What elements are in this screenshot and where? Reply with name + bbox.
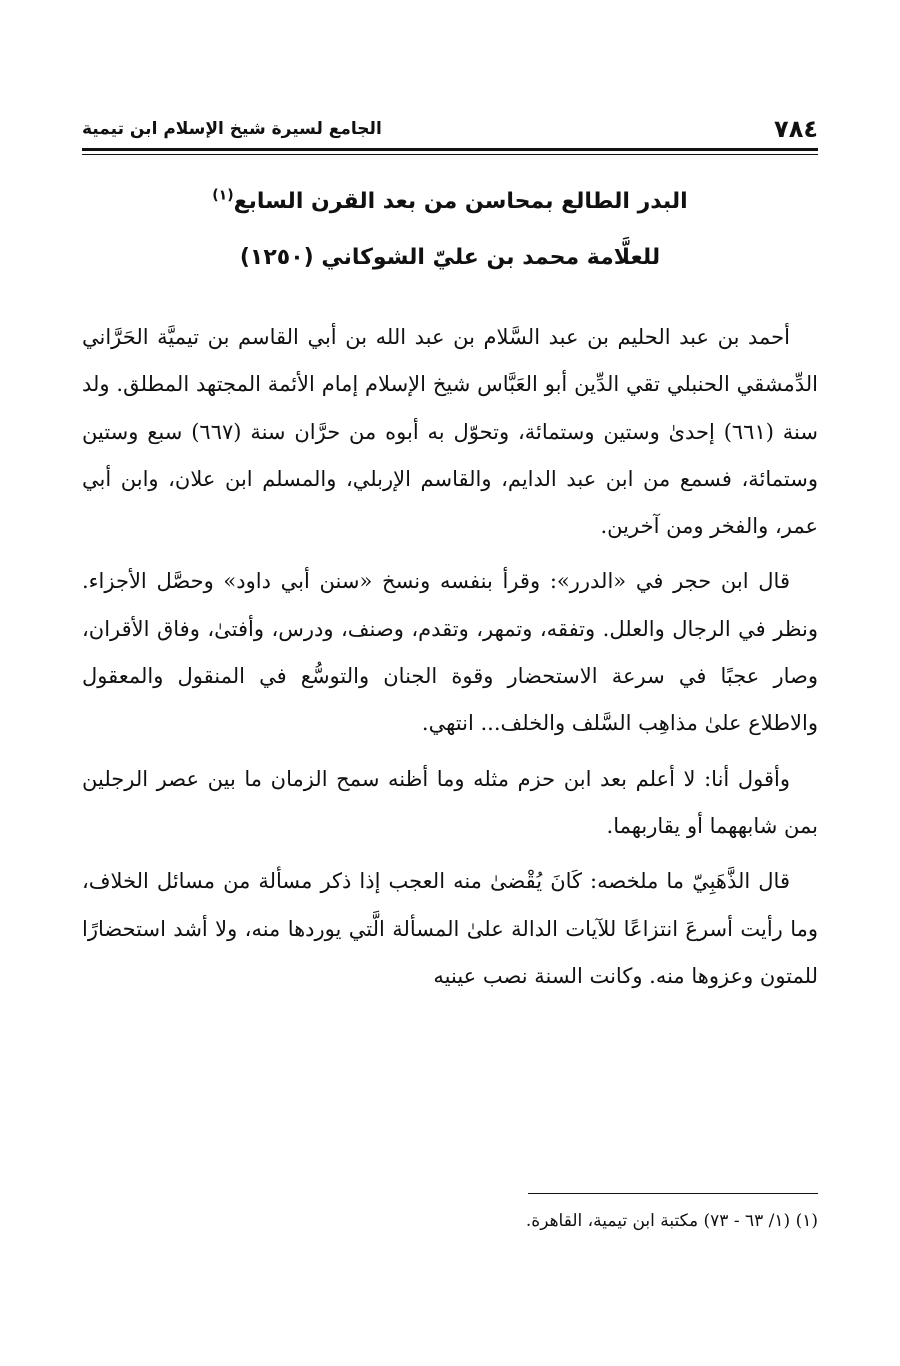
section-title-text: البدر الطالع بمحاسن من بعد القرن السابع: [233, 189, 688, 214]
header-rule-thick: [82, 148, 818, 151]
footnote-rule: [528, 1193, 818, 1194]
paragraph: أحمد بن عبد الحليم بن عبد السَّلام بن عبد الله بن أبي القاسم بن تيميَّة الحَرَّاني الدِّمشقي الحنبلي تقي الدِّين أبو العَبَّاس شيخ الإسلام إمام الأئمة المجتهد المطلق. ولد سنة (٦٦١) إحدىٰ وستين وستمائة، وتحوّل به أبوه من حرَّان سنة (٦٦٧) سبع وستين وستمائة، فسمع من ابن عبد الدايم، والقاسم الإربلي، والمسلم ابن علان، وابن أبي عمر، والفخر ومن آخرين.: [82, 325, 818, 539]
paragraph: قال ابن حجر في «الدرر»: وقرأ بنفسه ونسخ «سنن أبي داود» وحصَّل الأجزاء. ونظر في الرجال والعلل. وتفقه، وتمهر، وتقدم، وصنف، ودرس، وأفتىٰ، وفاق الأقران، وصار عجبًا في سرعة الاستحضار وقوة الجنان والتوسُّع في المنقول والمعقول والاطلاع علىٰ مذاهِب السَّلف والخلف... انتهي.: [82, 569, 818, 736]
body-text: [82, 314, 818, 1008]
paragraph: وأقول أنا: لا أعلم بعد ابن حزم مثله وما أظنه سمح الزمان ما بين عصر الرجلين بمن شابههما أو يقاربهما.: [82, 766, 818, 838]
page-number: ٧٨٤: [774, 115, 818, 143]
paragraph: قال الذَّهَبِيّ ما ملخصه: كَانَ يُقْضىٰ منه العجب إذا ذكر مسألة من مسائل الخلاف، وما رأيت أسرعَ انتزاعًا للآيات الدالة علىٰ المسألة الَّتي يوردها منه، ولا أشد استحضارًا للمتون وعزوها منه. وكانت السنة نصب عينيه: [82, 869, 818, 988]
book-title: الجامع لسيرة شيخ الإسلام ابن تيمية: [82, 119, 382, 139]
footnote: (١) (١/ ٦٣ - ٧٣) مكتبة ابن تيمية، القاهرة.: [525, 1211, 818, 1231]
header-rule-thin: [82, 154, 818, 155]
section-subtitle: للعلَّامة محمد بن عليّ الشوكاني (١٢٥٠): [239, 245, 661, 270]
section-title: [82, 180, 818, 224]
footnote-marker: (١): [212, 187, 234, 204]
book-page: [82, 0, 818, 1366]
running-header: [82, 112, 818, 148]
